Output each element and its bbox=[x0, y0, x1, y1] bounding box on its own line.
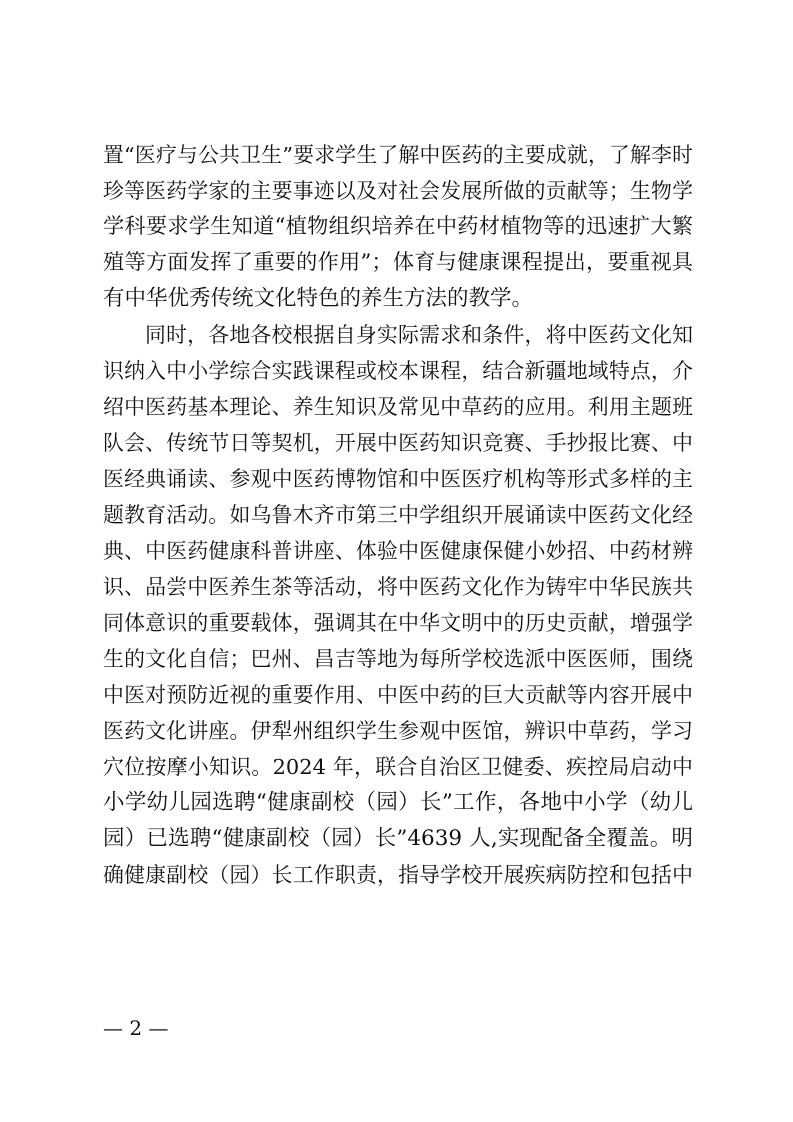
text-line: 队会、传统节日等契机，开展中医药知识竞赛、手抄报比赛、中 bbox=[103, 431, 693, 455]
page-number: — 2 — bbox=[103, 1016, 169, 1040]
text-line: 殖等方面发挥了重要的作用”；体育与健康课程提出，要重视具 bbox=[103, 250, 693, 275]
text-line: 确健康副校（园）长工作职责，指导学校开展疾病防控和包括中 bbox=[103, 863, 693, 887]
text-line: 置“医疗与公共卫生”要求学生了解中医药的主要成就，了解李时 bbox=[103, 143, 693, 167]
text-line: 同体意识的重要载体，强调其在中华文明中的历史贡献，增强学 bbox=[103, 611, 693, 635]
text-line: 园）已选聘“健康副校（园）长”4639 人,实现配备全覆盖。明 bbox=[103, 826, 693, 851]
text-line: 学科要求学生知道“植物组织培养在中药材植物等的迅速扩大繁 bbox=[103, 214, 693, 239]
text-line: 生的文化自信；巴州、昌吉等地为每所学校选派中医医师，围绕 bbox=[103, 647, 693, 671]
text-line: 小学幼儿园选聘“健康副校（园）长”工作，各地中小学（幼儿 bbox=[103, 790, 693, 815]
text-line: 有中华优秀传统文化特色的养生方法的教学。 bbox=[103, 286, 534, 311]
text-line: 识纳入中小学综合实践课程或校本课程，结合新疆地域特点，介 bbox=[103, 359, 693, 383]
text-line: 题教育活动。如乌鲁木齐市第三中学组织开展诵读中医药文化经 bbox=[103, 503, 693, 527]
text-line: 医经典诵读、参观中医药博物馆和中医医疗机构等形式多样的主 bbox=[103, 467, 693, 491]
text-line: 珍等医药学家的主要事迹以及对社会发展所做的贡献等；生物学 bbox=[103, 179, 693, 203]
text-line: 穴位按摩小知识。2024 年，联合自治区卫健委、疾控局启动中 bbox=[103, 755, 693, 779]
text-line: 识、品尝中医养生茶等活动，将中医药文化作为铸牢中华民族共 bbox=[103, 575, 693, 599]
text-line: 典、中医药健康科普讲座、体验中医健康保健小妙招、中药材辨 bbox=[103, 539, 693, 563]
text-line: 绍中医药基本理论、养生知识及常见中草药的应用。利用主题班 bbox=[103, 395, 693, 419]
text-line: 医药文化讲座。伊犁州组织学生参观中医馆，辨识中草药，学习 bbox=[103, 719, 693, 743]
text-line: 中医对预防近视的重要作用、中医中药的巨大贡献等内容开展中 bbox=[103, 683, 693, 707]
text-line: 同时，各地各校根据自身实际需求和条件，将中医药文化知 bbox=[145, 323, 693, 347]
